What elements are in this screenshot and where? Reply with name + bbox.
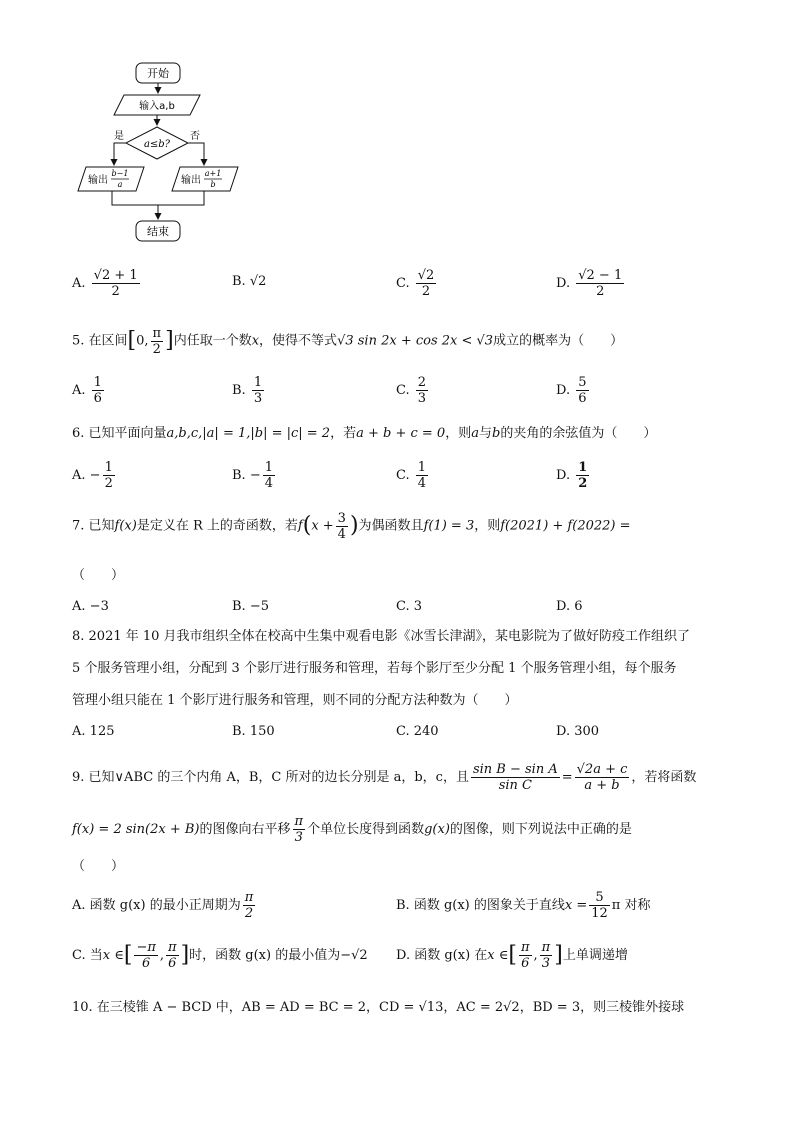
question-7-stem: 7. 已知f(x)是定义在 R 上的奇函数，若f(x + $\frac{3}{4}$ )为偶函数且f(1) = 3，则f(2021) + f(2022) = bbox=[72, 510, 631, 542]
q9-option-c[interactable]: C. 当x ∈[ $\frac{-\pi}{6}$ , $\frac{\pi}{6}$ ]时，函数 g(x) 的最小值为−√2 bbox=[72, 940, 368, 971]
q8-option-c[interactable]: C. 240 bbox=[396, 724, 439, 739]
flow-output-left-num: b−1 bbox=[111, 169, 129, 178]
q7-option-c[interactable]: C. 3 bbox=[396, 599, 423, 614]
flow-decision-label: a≤b? bbox=[143, 139, 171, 150]
q8-option-b[interactable]: B. 150 bbox=[232, 724, 275, 739]
question-9-paren: （ ） bbox=[72, 859, 125, 874]
q4-option-a[interactable]: A. $\frac{√2 + 1}{2}$ bbox=[72, 268, 138, 299]
question-9-line-2: f(x) = 2 sin(2x + B)的图像向右平移 $\frac{\pi}{3}$ 个单位长度得到函数g(x)的图像，则下列说法中正确的是 bbox=[72, 814, 632, 845]
q5-option-c[interactable]: C. $\frac{2}{3}$ bbox=[396, 375, 427, 406]
flow-start-label: 开始 bbox=[147, 67, 169, 80]
flow-end-label: 结束 bbox=[147, 225, 169, 238]
question-10-stem: 10. 在三棱锥 A − BCD 中，AB = AD = BC = 2，CD = √13，AC = 2√2，BD = 3，则三棱锥外接球 bbox=[72, 1000, 685, 1015]
flow-input-label: 输入a,b bbox=[139, 101, 175, 112]
q9-option-b[interactable]: B. 函数 g(x) 的图象关于直线x = $\frac{5}{12}$ π 对称 bbox=[396, 890, 651, 921]
question-7-paren: （ ） bbox=[72, 568, 125, 583]
q5-option-b[interactable]: B. $\frac{1}{3}$ bbox=[232, 375, 263, 406]
flow-output-left-prefix: 输出 bbox=[88, 175, 108, 186]
flow-output-right-prefix: 输出 bbox=[181, 175, 201, 186]
question-8-line-3: 管理小组只能在 1 个影厅进行服务和管理，则不同的分配方法种数为（ ） bbox=[72, 693, 518, 708]
question-6-stem: 6. 已知平面向量a,b,c,|a| = 1,|b| = |c| = 2，若a + b + c = 0，则a与b的夹角的余弦值为（ ） bbox=[72, 426, 657, 441]
q6-option-c[interactable]: C. $\frac{1}{4}$ bbox=[396, 460, 427, 491]
question-9-stem: 9. 已知∨ABC 的三个内角 A，B，C 所对的边长分别是 a，b，c，且 $\frac{\text{sin B − sin A}}{\text{sin C}}$ = $\frac{√2a + c}{a + b}$ ，若将函数 bbox=[72, 762, 697, 793]
q8-option-d[interactable]: D. 300 bbox=[556, 724, 600, 739]
q7-option-b[interactable]: B. −5 bbox=[232, 599, 269, 614]
q4-option-d[interactable]: D. $\frac{√2 - 1}{2}$ bbox=[556, 268, 623, 299]
q4-option-b[interactable]: B. √2 bbox=[232, 274, 267, 289]
q6-option-a[interactable]: A. − $\frac{1}{2}$ bbox=[72, 460, 113, 491]
q8-option-a[interactable]: A. 125 bbox=[72, 724, 115, 739]
flowchart bbox=[60, 55, 290, 255]
q9-option-a[interactable]: A. 函数 g(x) 的最小正周期为 $\frac{\pi}{2}$ bbox=[72, 890, 254, 921]
q5-option-d[interactable]: D. $\frac{5}{6}$ bbox=[556, 375, 587, 406]
q5-option-a[interactable]: A. $\frac{1}{6}$ bbox=[72, 375, 102, 406]
flow-yes-label: 是 bbox=[114, 131, 124, 142]
question-5-stem: 5. 在区间[0, $\frac{\pi}{2}$ ]内任取一个数x，使得不等式√3 sin 2x + cos 2x < √3成立的概率为（ ） bbox=[72, 325, 624, 357]
q6-option-b[interactable]: B. − $\frac{1}{4}$ bbox=[232, 460, 274, 491]
question-8-line-1: 8. 2021 年 10 月我市组织全体在校高中生集中观看电影《冰雪长津湖》，某电影院为了做好防疫工作组织了 bbox=[72, 629, 691, 644]
flow-output-right-num: a+1 bbox=[204, 169, 222, 178]
flow-output-left-den: a bbox=[117, 180, 123, 189]
flow-output-right-den: b bbox=[210, 180, 216, 189]
q6-option-d[interactable]: D. $\frac{1}{2}$ bbox=[556, 460, 588, 491]
q4-option-c[interactable]: C. $\frac{√2}{2}$ bbox=[396, 268, 435, 299]
q7-option-a[interactable]: A. −3 bbox=[72, 599, 109, 614]
flow-no-label: 否 bbox=[190, 131, 200, 142]
question-8-line-2: 5 个服务管理小组，分配到 3 个影厅进行服务和管理，若每个影厅至少分配 1 个服务管理小组，每个服务 bbox=[72, 661, 677, 676]
q9-option-d[interactable]: D. 函数 g(x) 在x ∈[ $\frac{\pi}{6}$ , $\frac{\pi}{3}$ ]上单调递增 bbox=[396, 940, 628, 971]
q7-option-d[interactable]: D. 6 bbox=[556, 599, 583, 614]
